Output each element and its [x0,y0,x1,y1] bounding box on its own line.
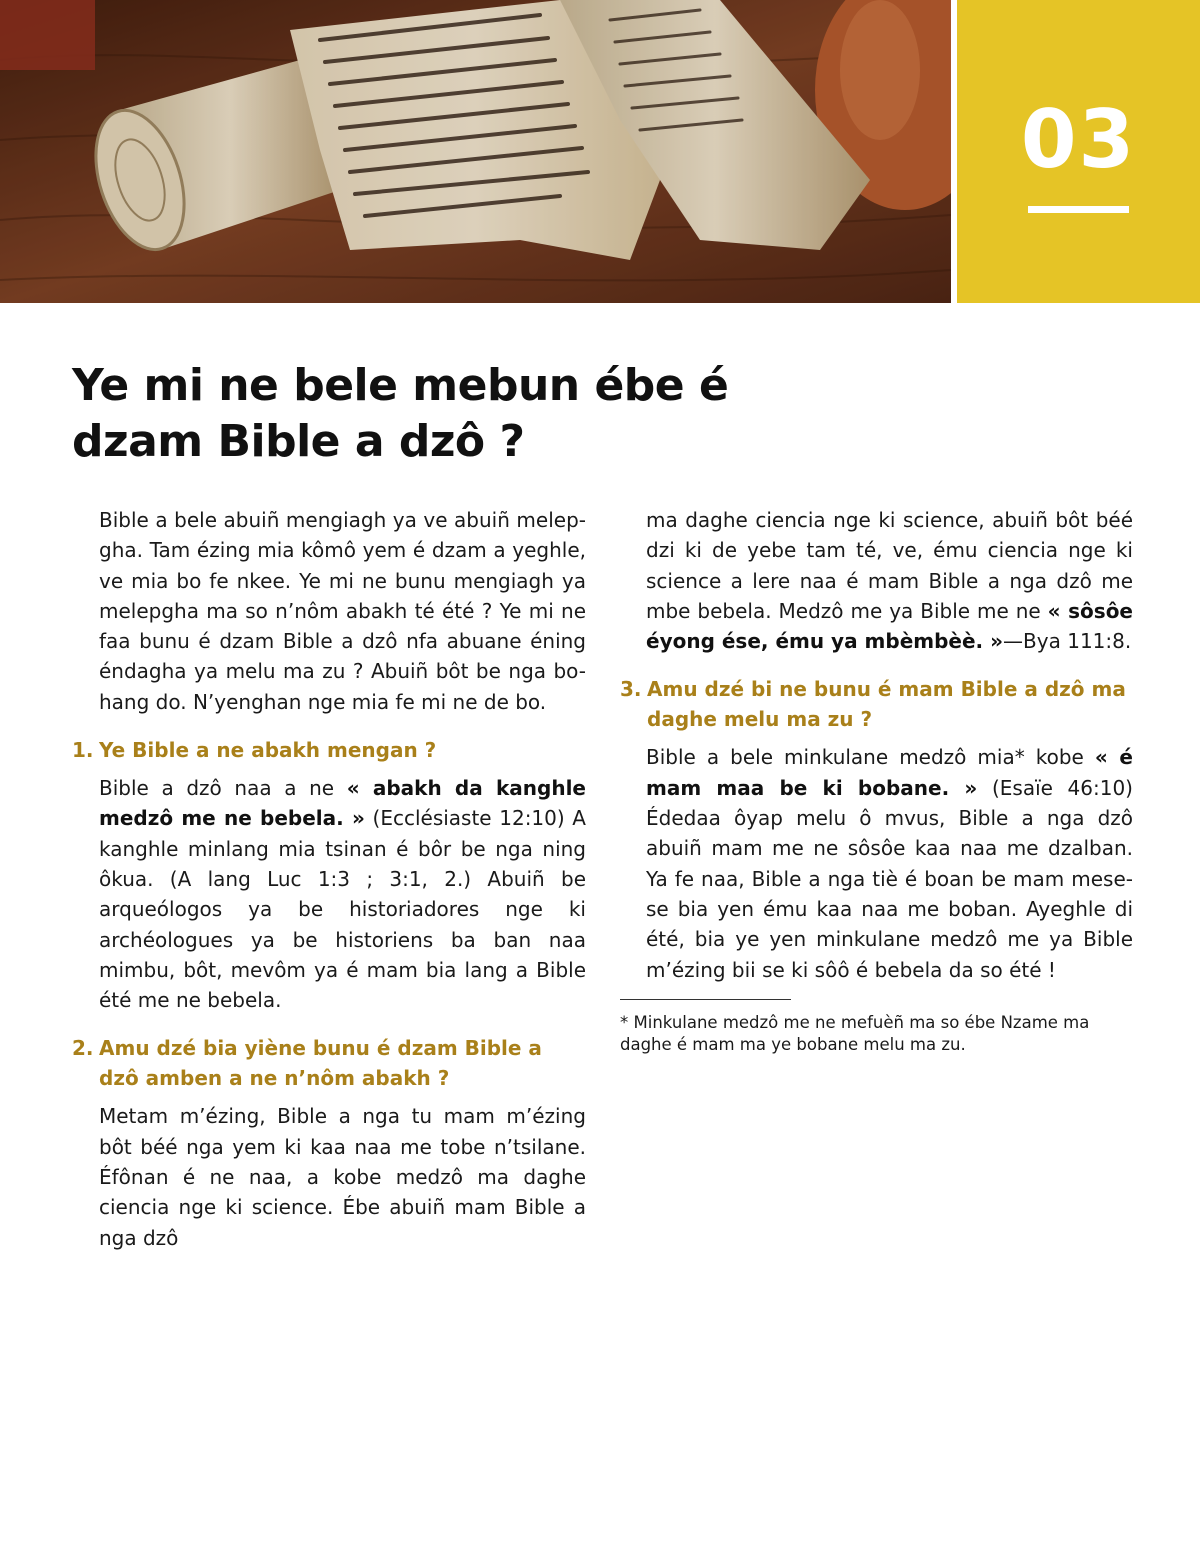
answer-3-paragraph [620,742,1133,984]
answer-text: Bible a dzô naa a ne [99,776,347,801]
chapter-number: 03 [1020,93,1137,186]
scripture-citation: —Bya 111:8. [1003,629,1132,654]
scripture-quote: « é mam maa be ki bobane. » [646,745,1133,800]
answer-text: (Ecclésiaste 12:10) A kanghle minlang mia tsinan é bôr be nga ning ôkua. (A lang Luc 1:3 ; 3:1, 2.) Abuiñ be arqueólogos ya be historiadores nge ki archéologues ya be historiens ba ban naa mimbu, bôt, mevôm ya é mam bia lang a Bible été me ne bebela. [99,806,586,1013]
question-number: 2. [72,1036,94,1061]
question-number: 3. [620,677,642,702]
answer-text: ma daghe ciencia nge ki science, abuiñ bôt béé dzi ki de yebe tam té, ve, ému ciencia nge ki science a lere naa é mam Bible a nga dzô me mbe bebela. Medzô me ya Bible me ne [646,508,1133,623]
left-column [72,505,586,1253]
question-text: Amu dzé bi ne bunu é mam Bible a dzô ma daghe melu ma zu ? [647,677,1126,732]
page-title: Ye mi ne bele mebun ébe é dzam Bible a dzô ? [72,360,729,467]
intro-paragraph: Bible a bele abuiñ mengiagh ya ve abuiñ melepgha. Tam ézing mia kômô yem é dzam a yeghle, ve mia bo fe nkee. Ye mi ne bunu mengiagh ya melepgha ma so n’nôm abakh té été ? Ye mi ne faa bunu é dzam Bible a dzô nfa abuane éning éndagha ya melu ma zu ? Abuiñ bôt be nga bo-hang do. N’yenghan nge mia fe mi ne de bo. [99,508,586,714]
footnote-divider [620,999,791,1000]
question-1-heading [72,735,586,765]
answer-2-paragraph: Metam m’ézing, Bible a nga tu mam m’ézing bôt béé nga yem ki kaa naa me tobe n’tsilane. Éfônan é ne naa, a kobe medzô ma daghe ciencia nge ki science. Ébe abuiñ mam Bible a nga dzô [99,1104,586,1250]
footnote: * Minkulane medzô me ne mefuèñ ma so ébe Nzame ma daghe é mam ma ye bobane melu ma zu. [620,1012,1090,1054]
scripture-quote: « sôsôe éyong ése, ému ya mbèmbèè. » [646,598,1133,654]
answer-text: (Esaïe 46:10) Édedaa ôyap melu ô mvus, Bible a nga dzô abuiñ mam me ne sôsôe kaa naa me dzalban. Ya fe naa, Bible a nga tiè é boan be mam mesese bia yen ému kaa naa me boban. Ayeghle di été, bia ye yen minkulane medzô me ya Bible m’ézing bii se ki sôô é bebela da so été ! [646,775,1133,982]
right-column [620,505,1133,1056]
question-text: Ye Bible a ne abakh mengan ? [99,738,437,763]
header-photo-scrolls [0,0,951,303]
answer-2-continuation [620,505,1133,656]
question-2-heading [72,1033,586,1093]
question-text: Amu dzé bia yiène bunu é dzam Bible a dzô amben a ne n’nôm abakh ? [99,1036,542,1091]
chapter-underline [1028,206,1129,213]
chapter-badge [957,0,1200,303]
answer-text: Bible a bele minkulane medzô mia* kobe [646,745,1095,770]
question-3-heading [620,674,1133,734]
scripture-quote: « abakh da kanghle medzô me ne bebela. » [99,776,586,831]
question-number: 1. [72,738,94,763]
answer-1-paragraph [72,773,586,1015]
